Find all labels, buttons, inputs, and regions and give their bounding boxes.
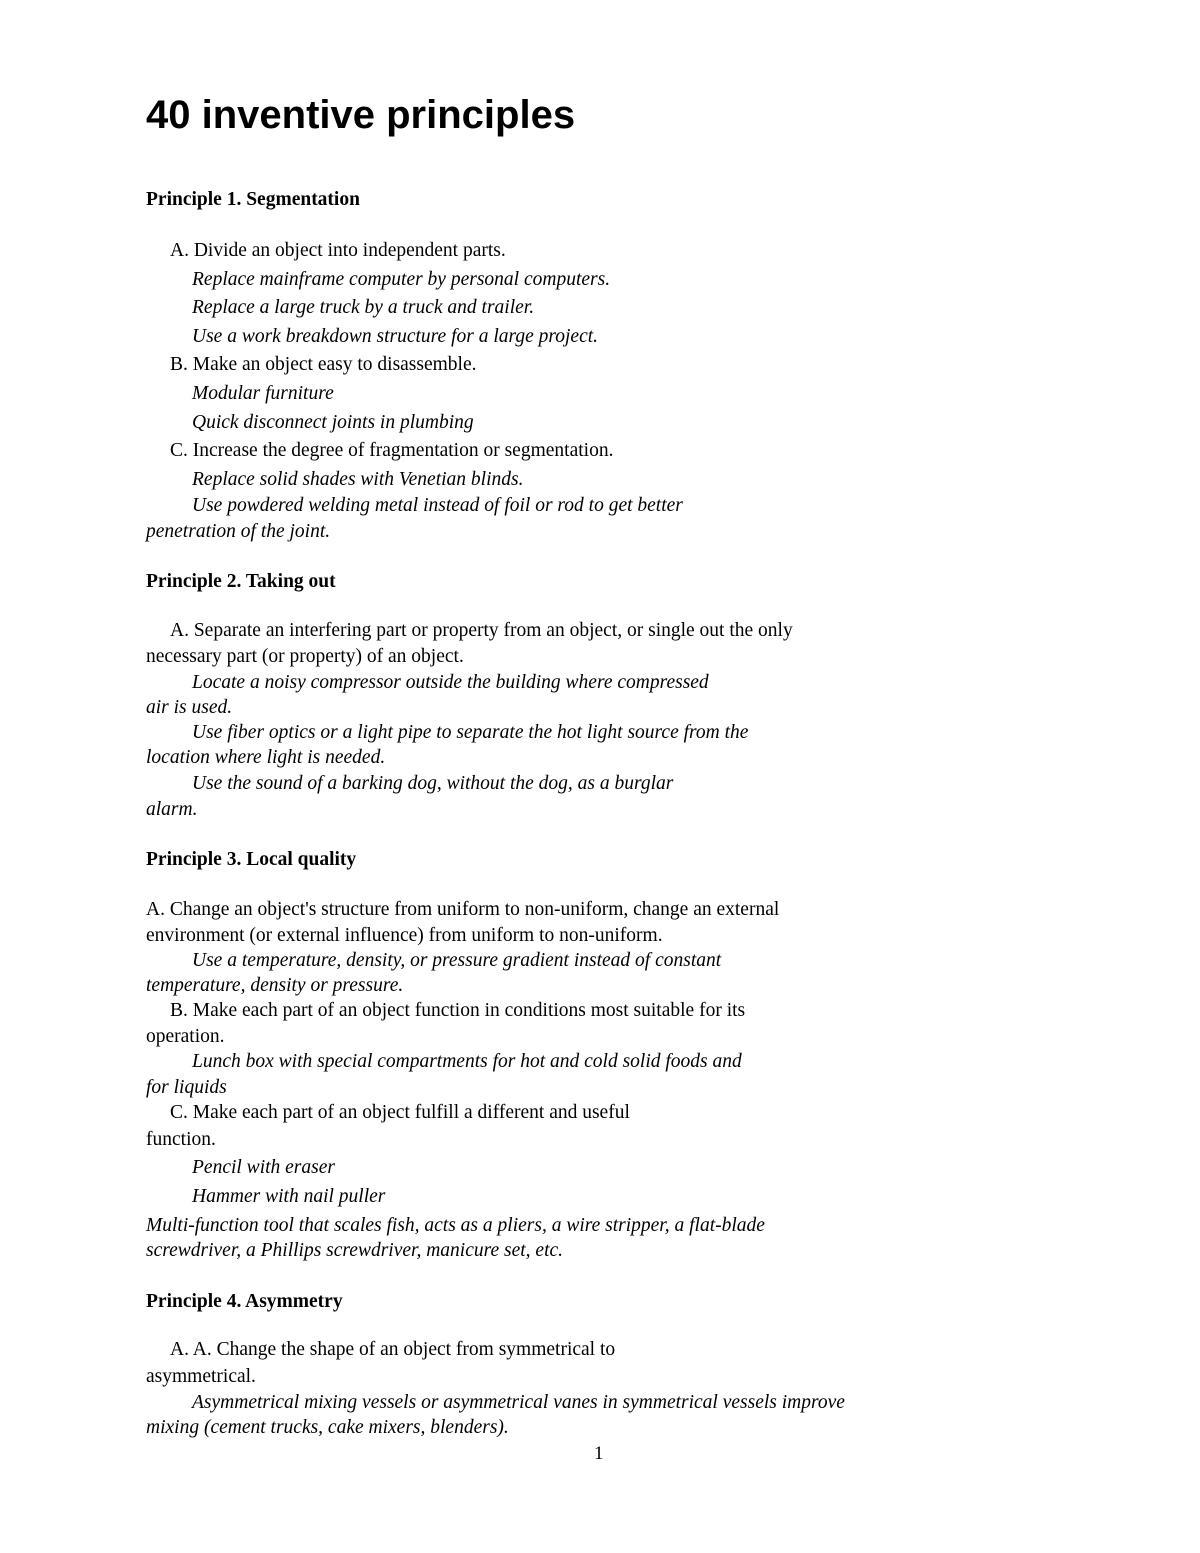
principle-3-line: B. Make each part of an object function in conditions most suitable for its: [170, 1000, 746, 1021]
principle-1-heading: Principle 1. Segmentation: [146, 189, 360, 210]
principle-4-line: asymmetrical.: [146, 1366, 256, 1387]
principle-2-line: necessary part (or property) of an object.: [146, 646, 464, 667]
principle-3-example: temperature, density or pressure.: [146, 975, 404, 996]
principle-4-heading: Principle 4. Asymmetry: [146, 1291, 343, 1312]
principle-1-example: penetration of the joint.: [146, 521, 331, 542]
principle-1-example: Use a work breakdown structure for a large project.: [192, 326, 599, 347]
principle-1-example: Replace a large truck by a truck and trailer.: [192, 297, 535, 318]
principle-3-example: Lunch box with special compartments for hot and cold solid foods and: [192, 1051, 742, 1072]
principle-1-example: Replace mainframe computer by personal computers.: [192, 269, 611, 290]
principle-1-example: Replace solid shades with Venetian blinds.: [192, 469, 524, 490]
principle-2-example: alarm.: [146, 799, 198, 820]
principle-2-example: Use the sound of a barking dog, without the dog, as a burglar: [192, 773, 674, 794]
principle-3-line: A. Change an object's structure from uniform to non-uniform, change an external: [146, 899, 780, 920]
principle-3-line: C. Make each part of an object fulfill a different and useful: [170, 1102, 630, 1123]
principle-3-example: screwdriver, a Phillips screwdriver, manicure set, etc.: [146, 1240, 564, 1261]
principle-4-example: mixing (cement trucks, cake mixers, blenders).: [146, 1417, 509, 1438]
principle-3-line: operation.: [146, 1026, 225, 1047]
principle-2-example: air is used.: [146, 697, 233, 718]
principle-4-line: A. A. Change the shape of an object from symmetrical to: [170, 1339, 616, 1360]
principle-1-example: Quick disconnect joints in plumbing: [192, 412, 474, 433]
principle-3-example: for liquids: [146, 1077, 227, 1098]
principle-1-line: C. Increase the degree of fragmentation or segmentation.: [170, 440, 614, 461]
document-title: 40 inventive principles: [146, 93, 576, 137]
principle-1-line: B. Make an object easy to disassemble.: [170, 354, 477, 375]
principle-3-example: Pencil with eraser: [192, 1157, 335, 1178]
principle-3-heading: Principle 3. Local quality: [146, 849, 357, 870]
principle-2-example: Locate a noisy compressor outside the building where compressed: [192, 672, 709, 693]
principle-1-example: Use powdered welding metal instead of foil or rod to get better: [192, 495, 683, 516]
principle-1-example: Modular furniture: [192, 383, 334, 404]
principle-1-line: A. Divide an object into independent parts.: [170, 240, 506, 261]
page-number: 1: [594, 1443, 604, 1464]
principle-3-line: environment (or external influence) from uniform to non-uniform.: [146, 925, 663, 946]
principle-3-example: Use a temperature, density, or pressure gradient instead of constant: [192, 950, 722, 971]
principle-3-example: Multi-function tool that scales fish, acts as a pliers, a wire stripper, a flat-blade: [146, 1215, 765, 1236]
principle-2-example: location where light is needed.: [146, 747, 386, 768]
principle-3-example: Hammer with nail puller: [192, 1186, 386, 1207]
principle-2-heading: Principle 2. Taking out: [146, 571, 336, 592]
principle-4-example: Asymmetrical mixing vessels or asymmetrical vanes in symmetrical vessels improve: [192, 1392, 845, 1413]
principle-2-line: A. Separate an interfering part or property from an object, or single out the only: [170, 620, 793, 641]
principle-2-example: Use fiber optics or a light pipe to separate the hot light source from the: [192, 722, 749, 743]
principle-3-line: function.: [146, 1129, 216, 1150]
